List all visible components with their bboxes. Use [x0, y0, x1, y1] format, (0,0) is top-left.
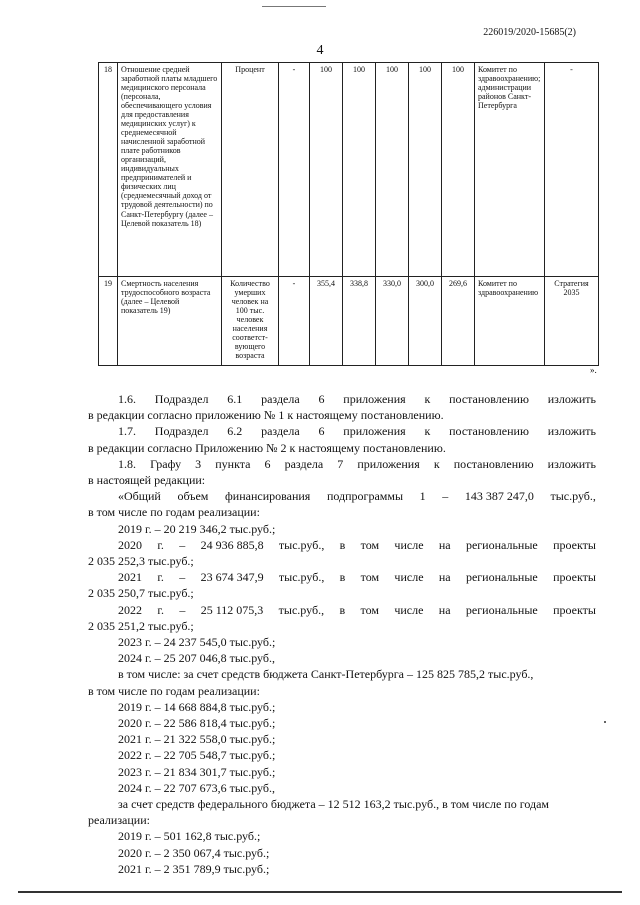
word: изложить: [547, 424, 596, 439]
spb-year: 2021 г. – 21 322 558,0 тыс.руб.;: [118, 732, 276, 747]
word: проекты: [553, 570, 596, 585]
federal-year: 2020 г. – 2 350 067,4 тыс.руб.;: [118, 845, 270, 860]
value-5: 269,6: [442, 277, 475, 366]
clause-1-6: [88, 391, 596, 407]
word: проекты: [553, 602, 596, 617]
spb-budget-cont: в том числе по годам реализации:: [88, 683, 260, 698]
word: в: [339, 537, 346, 552]
word: постановлению: [449, 424, 529, 439]
word: –: [179, 537, 186, 552]
word: приложения: [357, 456, 420, 471]
indicators-table: [98, 62, 599, 366]
value-2: 338,8: [343, 277, 376, 366]
value-1: 100: [310, 63, 343, 277]
word: 25 112 075,3: [200, 602, 264, 617]
word: 7: [337, 456, 344, 471]
row-number: 18: [99, 63, 118, 277]
year-2021-total: [88, 569, 596, 585]
word: на: [438, 537, 451, 552]
base-value: -: [279, 63, 310, 277]
federal-year: 2019 г. – 501 162,8 тыс.руб.;: [118, 829, 261, 844]
word: пункта: [215, 456, 251, 471]
word: объем: [177, 489, 209, 504]
clause-1-6-cont: в редакции согласно приложению № 1 к настоящему постановлению.: [88, 408, 444, 423]
word: к: [433, 456, 440, 471]
word: Подраздел: [154, 424, 209, 439]
word: подпрограммы: [326, 489, 404, 504]
spb-year: 2019 г. – 14 668 884,8 тыс.руб.;: [118, 699, 276, 714]
word: 2022: [118, 602, 142, 617]
year-2019-total: 2019 г. – 20 219 346,2 тыс.руб.;: [118, 521, 276, 536]
value-5: 100: [442, 63, 475, 277]
federal-budget-cont: реализации:: [88, 813, 150, 828]
year-2024-total: 2024 г. – 25 207 046,8 тыс.руб.,: [118, 651, 275, 666]
year-2020-total: [88, 537, 596, 553]
word: 24 936 885,8: [200, 537, 264, 552]
document-body: [88, 391, 596, 877]
word: к: [424, 424, 431, 439]
word: «Общий: [118, 489, 161, 504]
word: раздела: [261, 392, 300, 406]
spb-budget: в том числе: за счет средств бюджета Санкт-Петербурга – 125 825 785,2 тыс.руб.,: [118, 667, 534, 682]
federal-year: 2021 г. – 2 351 789,9 тыс.руб.;: [118, 861, 270, 876]
word: приложения: [343, 424, 406, 439]
clause-1-7: [88, 423, 596, 439]
responsible: Комитет по здравоохранению: [475, 277, 545, 366]
word: 6.2: [227, 424, 243, 439]
word: 3: [195, 456, 202, 471]
spb-year: 2022 г. – 22 705 548,7 тыс.руб.;: [118, 748, 276, 763]
word: 1.6.: [118, 392, 136, 406]
year-2021-regional: 2 035 250,7 тыс.руб.;: [88, 586, 194, 601]
source: -: [545, 63, 599, 277]
word: региональные: [465, 537, 538, 552]
word: 143 387 247,0: [464, 489, 534, 504]
unit: Количество умерших человек на 100 тыс. человек населения соответст-вующего возраста: [222, 277, 279, 366]
word: 2020: [118, 537, 142, 552]
word: 1.8.: [118, 456, 136, 471]
word: проекты: [553, 537, 596, 552]
word: региональные: [465, 570, 538, 585]
word: том: [360, 570, 380, 585]
word: 2021: [118, 570, 142, 585]
word: к: [424, 392, 431, 406]
value-4: 300,0: [409, 277, 442, 366]
value-3: 330,0: [376, 277, 409, 366]
word: числе: [394, 537, 424, 552]
word: Подраздел: [154, 392, 209, 406]
spb-year: 2023 г. – 21 834 301,7 тыс.руб.;: [118, 764, 276, 779]
word: г.: [157, 570, 164, 585]
clause-1-7-cont: в редакции согласно Приложению № 2 к настоящему постановлению.: [88, 440, 446, 455]
word: тыс.руб.,: [278, 602, 325, 617]
base-value: -: [279, 277, 310, 366]
word: 23 674 347,9: [200, 570, 264, 585]
total-funding-cont: в том числе по годам реализации:: [88, 505, 260, 520]
word: –: [179, 570, 186, 585]
word: в: [339, 602, 346, 617]
word: тыс.руб.,: [278, 570, 325, 585]
word: региональные: [465, 602, 538, 617]
word: раздела: [261, 424, 300, 439]
word: том: [360, 602, 379, 617]
word: раздела: [284, 456, 324, 471]
responsible: Комитет по здравоохранению; администрации районов Санкт-Петербурга: [475, 63, 545, 277]
closing-quote: ».: [590, 365, 597, 375]
word: финансирования: [225, 489, 311, 504]
year-2022-total: [88, 602, 596, 618]
top-scan-mark: [262, 6, 326, 7]
word: 6: [264, 456, 271, 471]
word: тыс.руб.,: [278, 537, 325, 552]
total-funding: [88, 488, 596, 504]
bottom-scan-line: [18, 891, 622, 893]
word: г.: [157, 602, 164, 617]
word: изложить: [547, 392, 596, 406]
indicator-name: Смертность населения трудоспособного возраста (далее – Целевой показатель 19): [118, 277, 222, 366]
word: 1.7.: [118, 424, 136, 439]
word: тыс.руб.,: [550, 489, 596, 504]
source: Стратегия 2035: [545, 277, 599, 366]
spb-year: 2020 г. – 22 586 818,4 тыс.руб.;: [118, 716, 276, 731]
word: постановлению: [449, 392, 529, 406]
clause-1-8-cont: в настоящей редакции:: [88, 473, 206, 488]
year-2020-regional: 2 035 252,3 тыс.руб.;: [88, 554, 194, 569]
word: 6: [318, 392, 325, 406]
word: на: [438, 570, 451, 585]
word: 6.1: [227, 392, 243, 406]
word: приложения: [343, 392, 406, 406]
value-3: 100: [376, 63, 409, 277]
value-2: 100: [343, 63, 376, 277]
page-number: 4: [316, 43, 324, 58]
word: г.: [157, 537, 164, 552]
spb-year: 2024 г. – 22 707 673,6 тыс.руб.,: [118, 780, 275, 795]
year-2022-regional: 2 035 251,2 тыс.руб.;: [88, 618, 194, 633]
unit: Процент: [222, 63, 279, 277]
federal-budget: за счет средств федерального бюджета – 12 512 163,2 тыс.руб., в том числе по годам: [118, 797, 550, 812]
word: 1: [419, 489, 426, 504]
value-4: 100: [409, 63, 442, 277]
table-row: [99, 63, 599, 277]
word: –: [442, 489, 449, 504]
indicator-name: Отношение средней заработной платы младшего медицинского персонала (персонала, обеспечивающего условия для предоставления медицинских услуг) к среднемесячной начисленной заработной плате работников организаций, индивидуальных предпринимателей и физических лиц (среднемесячный доход от трудовой деятельности) по Санкт-Петербургу (далее – Целевой показатель 18): [118, 63, 222, 277]
word: числе: [394, 570, 424, 585]
scan-speck: [604, 721, 606, 723]
word: в: [339, 570, 346, 585]
year-2023-total: 2023 г. – 24 237 545,0 тыс.руб.;: [118, 635, 276, 650]
document-number: 226019/2020-15685(2): [483, 27, 576, 38]
value-1: 355,4: [310, 277, 343, 366]
word: на: [438, 602, 451, 617]
word: постановлению: [453, 456, 534, 471]
word: том: [360, 537, 380, 552]
word: Графу: [150, 456, 182, 471]
word: 6: [318, 424, 325, 439]
word: –: [179, 602, 186, 617]
word: изложить: [547, 456, 596, 471]
table-row: [99, 277, 599, 366]
word: числе: [394, 602, 424, 617]
clause-1-8: [88, 456, 596, 472]
row-number: 19: [99, 277, 118, 366]
